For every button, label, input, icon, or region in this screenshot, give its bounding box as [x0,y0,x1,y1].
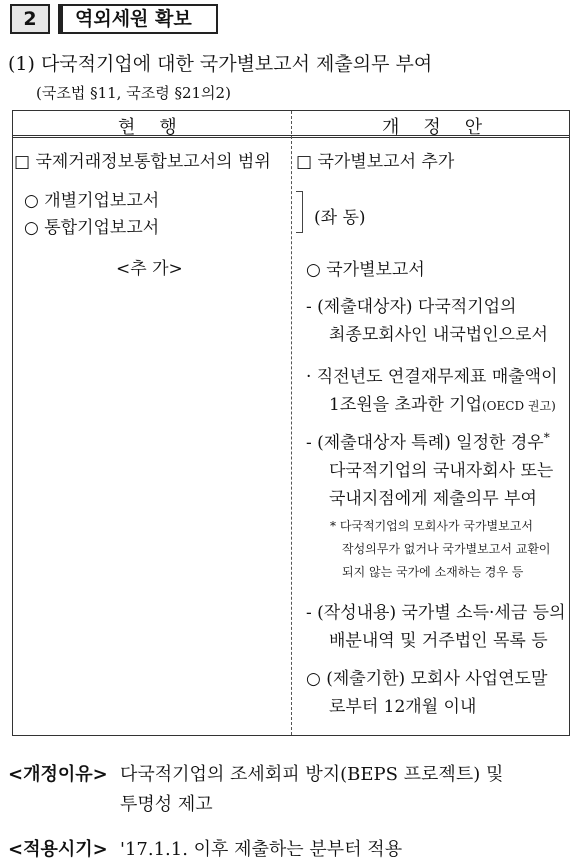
footnote-line-1: * 다국적기업의 모회사가 국가별보고서 [330,519,533,533]
bracket-mark [296,191,303,233]
proposed-heading: □ 국가별보고서 추가 [296,152,455,172]
proposed-same-note: (좌 동) [314,208,366,228]
content-line-1: - (작성내용) 국가별 소득·세금 등의 [306,603,566,623]
timing-label: <적용시기> [8,839,108,860]
proposed-main-item: ○ 국가별보고서 [306,260,425,280]
current-heading: □ 국제거래정보통합보고서의 범위 [14,152,271,172]
reason-line-2: 투명성 제고 [120,794,213,815]
current-item-integrated: ○ 통합기업보고서 [24,218,160,238]
exception-line-1 [306,428,550,453]
exception-line-2: 다국적기업의 국내자회사 또는 [329,461,554,481]
sales-line-1: · 직전년도 연결재무제표 매출액이 [306,367,558,387]
exception-line-3: 국내지점에게 제출의무 부여 [329,489,537,509]
section-heading: 역외세원 확보 [75,8,192,30]
deadline-line-2: 로부터 12개월 이내 [329,697,477,717]
deadline-line-1: ○ (제출기한) 모회사 사업연도말 [306,669,548,689]
content-line-2: 배분내역 및 거주법인 목록 등 [329,631,548,651]
exception-asterisk: * [543,430,550,445]
sales-line-2 [329,390,556,415]
header-proposed: 개정안 [382,117,507,138]
section-title-badge [58,4,218,34]
footnote-line-2: 작성의무가 없거나 국가별보고서 교환이 [342,542,551,556]
reason-label: <개정이유> [8,764,108,785]
header-current: 현행 [118,117,201,138]
sales-line-2-text: 1조원을 초과한 기업 [329,395,482,415]
section-number-badge [10,4,50,34]
section-number: 2 [23,8,37,30]
oecd-note: (OECD 권고) [482,399,556,413]
current-item-individual: ○ 개별기업보고서 [24,191,160,211]
target-line-1: - (제출대상자) 다국적기업의 [306,297,517,317]
timing-text: '17.1.1. 이후 제출하는 분부터 적용 [120,839,403,860]
column-divider [291,111,292,735]
current-addition-note: <추 가> [116,259,183,279]
exception-line-1-text: - (제출대상자 특례) 일정한 경우 [306,433,544,453]
legal-reference: (국조법 §11, 국조령 §21의2) [36,84,231,102]
target-line-2: 최종모회사인 내국법인으로서 [329,325,548,345]
reason-line-1: 다국적기업의 조세회피 방지(BEPS 프로젝트) 및 [120,764,504,785]
item-title: (1) 다국적기업에 대한 국가별보고서 제출의무 부여 [8,53,433,75]
footnote-line-3: 되지 않는 국가에 소재하는 경우 등 [342,565,524,579]
